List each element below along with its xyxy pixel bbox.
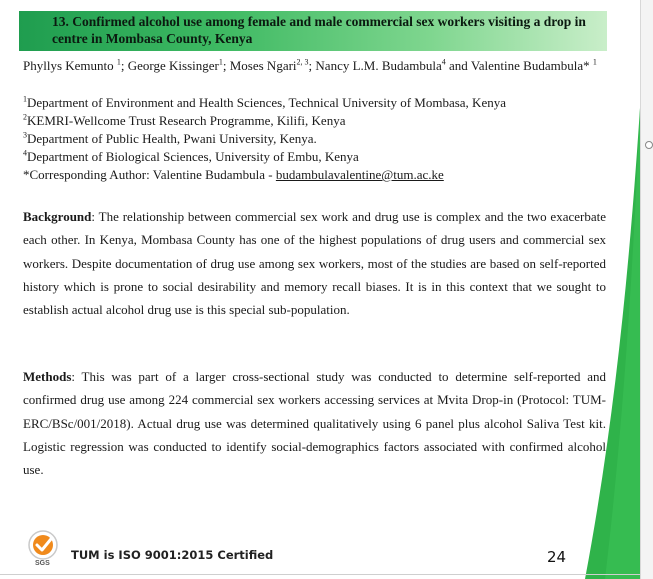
affiliation-3-sup: 3 [23, 130, 27, 140]
affiliation-4-sup: 4 [23, 148, 27, 158]
author-1-sup: 1 [116, 57, 121, 67]
methods-heading: Methods [23, 369, 72, 384]
author-4-sup: 4 [441, 57, 446, 67]
affiliation-1-text: Department of Environment and Health Sciences, Technical University of Mombasa, Kenya [27, 95, 506, 110]
page-bottom-divider [0, 574, 640, 575]
affiliation-4-text: Department of Biological Sciences, University of Embu, Kenya [27, 149, 359, 164]
methods-text: : This was part of a larger cross-sectional study was conducted to determine self-reported and confirmed drug use among 224 commercial sex workers accessing services at Mvita Drop-in (Protocol: TUM-ERC/BSc/001/2018). Actual drug use was determined qualitatively using 6 panel plus alcohol Saliva Test kit. Logistic regression was conducted to identify social-demographics factors associated with confirmed alcohol use. [23, 369, 606, 478]
affiliation-2-text: KEMRI-Wellcome Trust Research Programme, Kilifi, Kenya [27, 113, 346, 128]
corresponding-label: *Corresponding Author: Valentine Budambula - [23, 167, 276, 182]
affiliation-3-text: Department of Public Health, Pwani University, Kenya. [27, 131, 317, 146]
author-5-sup: 1 [592, 57, 597, 67]
author-4: ; Nancy L.M. Budambula [308, 58, 442, 73]
author-3: ; Moses Ngari [222, 58, 297, 73]
title-line-2: centre in Mombasa County, Kenya [52, 31, 253, 46]
affiliation-1-sup: 1 [23, 94, 27, 104]
title-line-1: 13. Confirmed alcohol use among female and male commercial sex workers visiting a drop in [52, 14, 586, 29]
iso-certification-text: TUM is ISO 9001:2015 Certified [71, 548, 274, 562]
sgs-logo-text: SGS [35, 560, 50, 566]
author-5: and Valentine Budambula* [445, 58, 593, 73]
page-number: 24 [547, 548, 567, 566]
author-2: ; George Kissinger [120, 58, 219, 73]
author-1: Phyllys Kemunto [23, 58, 117, 73]
corresponding-email-link[interactable]: budambulavalentine@tum.ac.ke [275, 167, 444, 182]
sgs-iso-logo [25, 530, 67, 566]
background-text: : The relationship between commercial sex work and drug use is complex and the two exacerbate each other. In Kenya, Mombasa County has one of the highest populations of drug users and commercial sex workers. Despite documentation of drug use among sex workers, most of the studies are based on self-reported history which is prone to social desirability and memory recall biases. It is in this context that we sought to establish actual alcohol drug use is this special sub-population. [23, 209, 606, 318]
author-3-sup: 2, 3 [296, 57, 309, 67]
affiliation-2-sup: 2 [23, 112, 27, 122]
author-2-sup: 1 [218, 57, 223, 67]
comment-marker-icon[interactable] [645, 141, 653, 149]
viewer-right-edge [640, 0, 653, 579]
background-heading: Background [23, 209, 92, 224]
